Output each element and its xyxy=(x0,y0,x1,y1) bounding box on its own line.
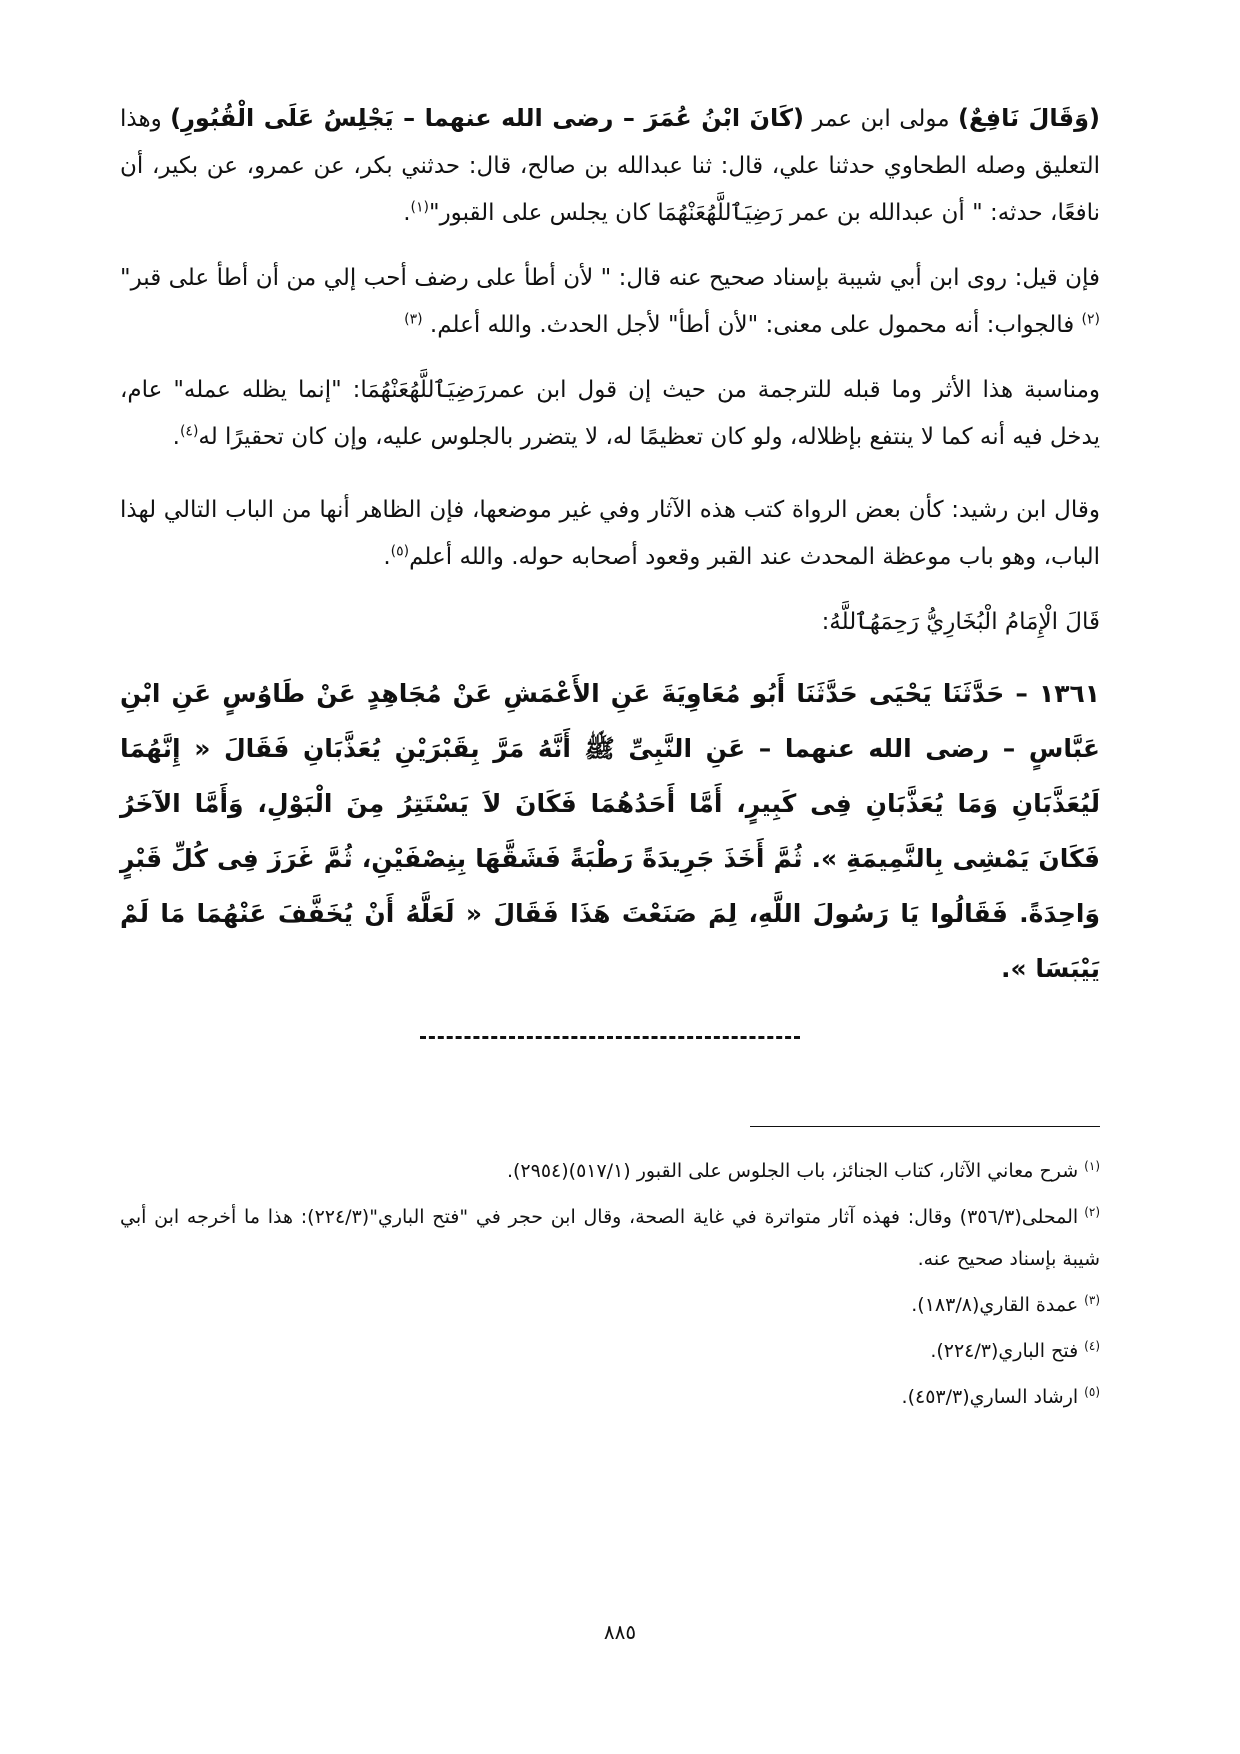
paragraph-text: وهذا التعليق وصله الطحاوي حدثنا علي، قال: ثنا عبدالله بن صالح، قال: حدثني بكر، عن عمرو، عن بكير، أن نافعًا، حدثه: " أن عبدالله بن عمر رَضِيَٱللَّهُعَنْهُمَا كان يجلس على القبور" xyxy=(120,106,1100,226)
paragraph-ibn-rashid xyxy=(120,487,1100,581)
paragraph-end: . xyxy=(383,544,391,570)
paragraph-text: فإن قيل: روى ابن أبي شيبة بإسناد صحيح عنه قال: " لأن أطأ على رضف أحب إلي من أن أطأ على قبر" xyxy=(120,265,1100,291)
footnote-text: ارشاد الساري(٤٥٣/٣). xyxy=(901,1386,1079,1408)
footnote-item xyxy=(120,1196,1100,1280)
footnote-number: (٤) xyxy=(1084,1338,1100,1353)
footnote-reference[interactable]: (٤) xyxy=(179,423,199,440)
paragraph-end: . xyxy=(403,200,411,226)
hadith-text: ١٣٦١ – حَدَّثَنَا يَحْيَى حَدَّثَنَا أَبُو مُعَاوِيَةَ عَنِ الأَعْمَشِ عَنْ مُجَاهِدٍ عَنْ طَاوُسٍ عَنِ ابْنِ عَبَّاسٍ – رضى الله عنهما – عَنِ النَّبِىِّ ﷺ أَنَّهُ مَرَّ بِقَبْرَيْنِ يُعَذَّبَانِ فَقَالَ « إِنَّهُمَا لَيُعَذَّبَانِ وَمَا يُعَذَّبَانِ فِى كَبِيرٍ، أَمَّا أَحَدُهُمَا فَكَانَ لاَ يَسْتَتِرُ مِنَ الْبَوْلِ، وَأَمَّا الآخَرُ فَكَانَ يَمْشِى بِالنَّمِيمَةِ ». ثُمَّ أَخَذَ جَرِيدَةً رَطْبَةً فَشَقَّهَا بِنِصْفَيْنِ، ثُمَّ غَرَزَ فِى كُلِّ قَبْرٍ وَاحِدَةً. فَقَالُوا يَا رَسُولَ اللَّهِ، لِمَ صَنَعْتَ هَذَا فَقَالَ « لَعَلَّهُ أَنْ يُخَفَّفَ عَنْهُمَا مَا لَمْ يَيْبَسَا ». xyxy=(120,679,1100,983)
footnote-reference[interactable]: (٥) xyxy=(390,543,410,560)
footnote-text: فتح الباري(٢٢٤/٣). xyxy=(930,1340,1079,1362)
footnote-text: المحلى(٣٥٦/٣) وقال: فهذه آثار متواترة في غاية الصحة، وقال ابن حجر في "فتح الباري"(٢٢٤/٣): هذا ما أخرجه ابن أبي شيبة بإسناد صحيح عنه. xyxy=(120,1206,1100,1270)
footnote-number: (٣) xyxy=(1084,1292,1100,1307)
paragraph-intro: (وَقَالَ نَافِعٌ) xyxy=(958,104,1100,132)
footnote-text: عمدة القاري(١٨٣/٨). xyxy=(911,1294,1079,1316)
paragraph-text: فالجواب: أنه محمول على معنى: "لأن أطأ" لأجل الحدث. والله أعلم. xyxy=(422,312,1082,338)
paragraph-objection xyxy=(120,255,1100,349)
page-number: ٨٨٥ xyxy=(603,1620,637,1644)
page-body xyxy=(120,95,1100,1754)
footnote-item xyxy=(120,1150,1100,1192)
footnote-text: شرح معاني الآثار، كتاب الجنائز، باب الجلوس على القبور (٥١٧/١)(٢٩٥٤). xyxy=(506,1160,1079,1182)
footnote-item xyxy=(120,1330,1100,1372)
paragraph-relevance xyxy=(120,367,1100,461)
footnote-number: (٥) xyxy=(1084,1384,1100,1399)
footnote-reference[interactable]: (٣) xyxy=(404,311,423,328)
footnote-reference[interactable]: (٢) xyxy=(1081,311,1100,328)
dashed-divider xyxy=(420,1036,800,1039)
footnote-item xyxy=(120,1284,1100,1326)
footnote-item xyxy=(120,1376,1100,1418)
footnote-reference[interactable]: (١) xyxy=(410,199,429,216)
section-heading: قَالَ الْإِمَامُ الْبُخَارِيُّ رَحِمَهُٱللَّهُ: xyxy=(821,609,1100,635)
paragraph-text: وقال ابن رشيد: كأن بعض الرواة كتب هذه الآثار وفي غير موضعها، فإن الظاهر أنها من الباب التالي لهذا الباب، وهو باب موعظة المحدث عند القبر وقعود أصحابه حوله. والله أعلم xyxy=(120,497,1100,570)
footnote-rule xyxy=(750,1126,1100,1127)
paragraph-text: مولى ابن عمر xyxy=(803,106,958,132)
footnotes xyxy=(120,1150,1100,1422)
paragraph-end: . xyxy=(172,424,180,450)
footnote-number: (١) xyxy=(1084,1158,1100,1173)
divider-wrapper xyxy=(120,996,1100,1039)
footnote-number: (٢) xyxy=(1084,1204,1101,1219)
paragraph-text: ومناسبة هذا الأثر وما قبله للترجمة من حيث إن قول ابن عمررَضِيَٱللَّهُعَنْهُمَا: "إنما يظله عمله" عام، يدخل فيه أنه كما لا ينتفع بإظلاله، ولو كان تعظيمًا له، لا يتضرر بالجلوس عليه، وإن كان تحقيرًا له xyxy=(120,377,1100,450)
bold-quote: (كَانَ ابْنُ عُمَرَ – رضى الله عنهما – يَجْلِسُ عَلَى الْقُبُورِ) xyxy=(170,104,804,132)
paragraph-nafi xyxy=(120,95,1100,237)
